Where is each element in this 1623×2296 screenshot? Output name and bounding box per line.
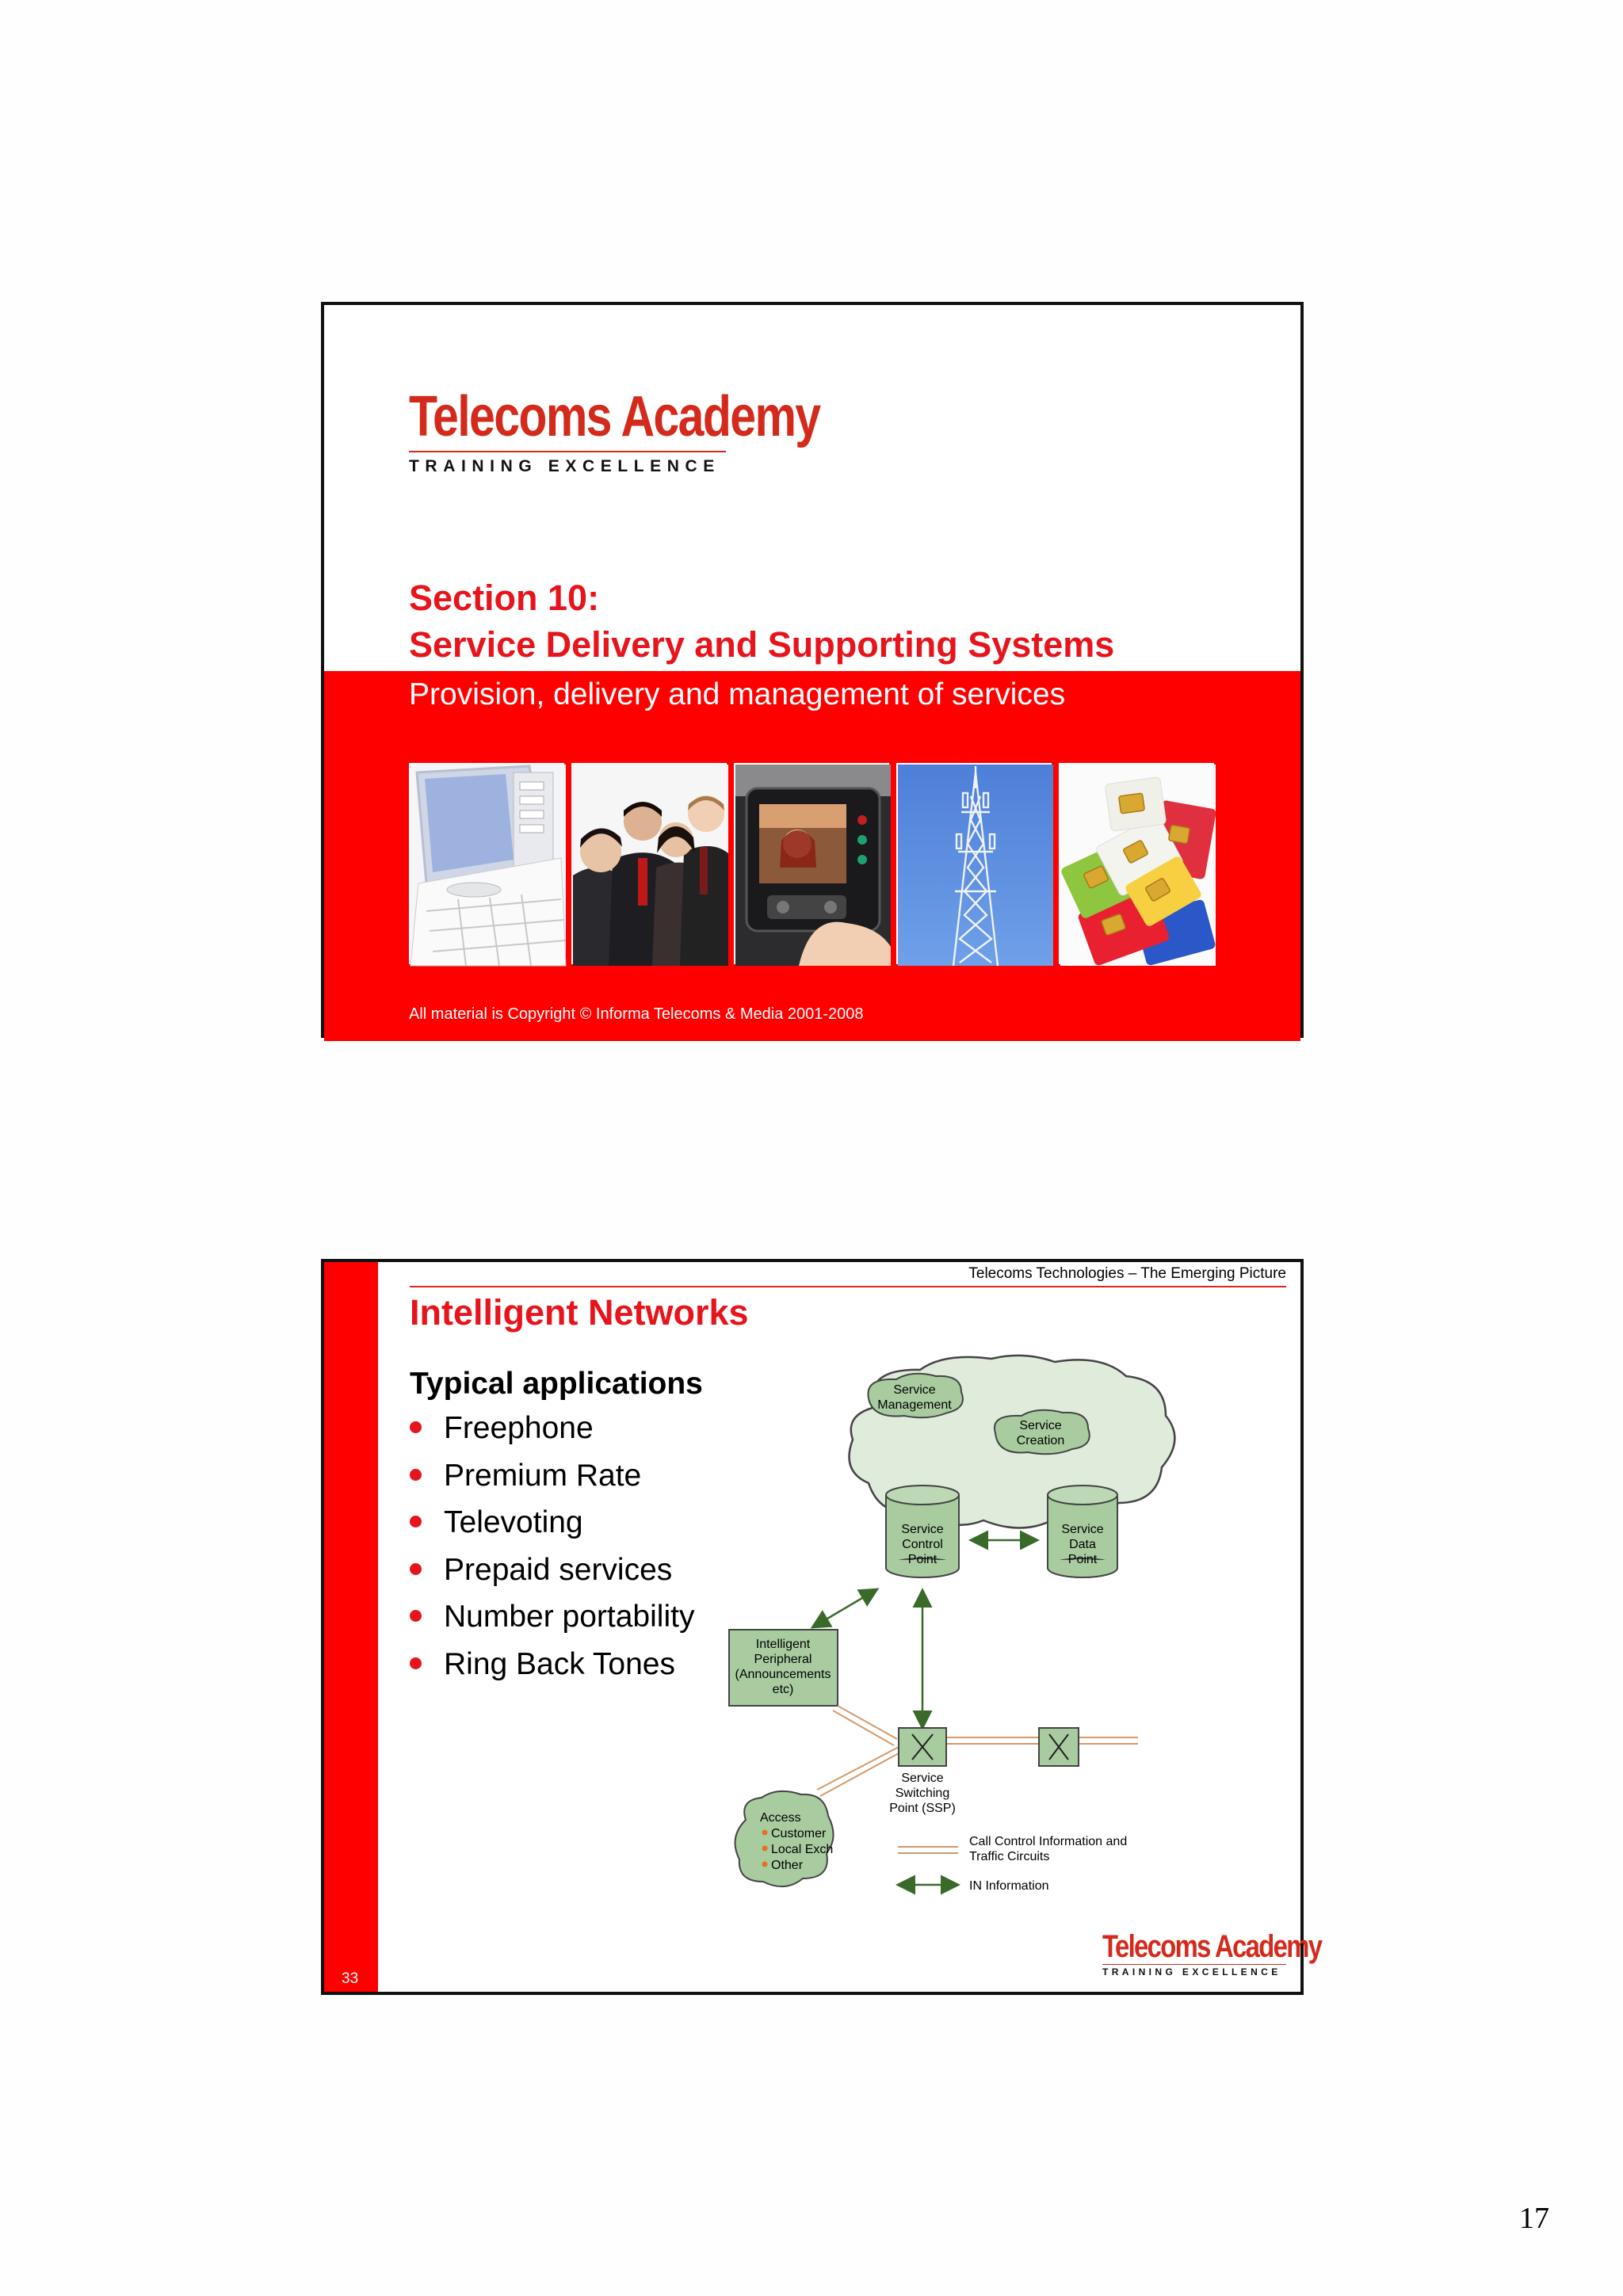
page-number: 17 xyxy=(1519,2202,1549,2235)
copyright-notice: All material is Copyright © Informa Telecoms & Media 2001-2008 xyxy=(409,1005,864,1023)
service-control-point-node xyxy=(886,1486,959,1577)
traffic-circuits xyxy=(817,1706,1138,1796)
applications-heading: Typical applications xyxy=(410,1367,703,1401)
photo-strip xyxy=(409,763,1214,967)
content-slide xyxy=(321,1259,1322,1995)
applications-list xyxy=(410,1407,694,1690)
svg-text:Other: Other xyxy=(771,1859,804,1872)
service-management-line2: Management xyxy=(877,1398,952,1412)
bullet-icon xyxy=(410,1563,422,1575)
list-item: Televoting xyxy=(410,1501,694,1549)
telecoms-academy-logo xyxy=(409,387,910,476)
svg-text:Point: Point xyxy=(1067,1553,1098,1566)
svg-text:Point: Point xyxy=(907,1553,938,1566)
access-title: Access xyxy=(760,1811,801,1825)
bullet-icon xyxy=(410,1516,422,1527)
service-creation-line2: Creation xyxy=(1016,1434,1065,1447)
ssp-label-line2: Switching xyxy=(895,1787,950,1800)
svg-text:etc): etc) xyxy=(772,1683,794,1696)
intelligent-peripheral-node xyxy=(729,1630,838,1706)
intelligent-network-diagram xyxy=(735,1352,1229,1899)
svg-text:Data: Data xyxy=(1069,1538,1096,1551)
diagram-legend xyxy=(898,1835,1127,1893)
list-item: Ring Back Tones xyxy=(410,1643,694,1691)
red-side-bar xyxy=(324,1262,378,1992)
section-subtitle: Provision, delivery and management of services xyxy=(409,677,1066,711)
svg-text:Customer: Customer xyxy=(771,1827,827,1840)
logo-subtitle: TRAINING EXCELLENCE xyxy=(409,451,726,476)
bullet-icon xyxy=(410,1610,422,1622)
transmission-tower-photo xyxy=(896,763,1052,964)
slide-title: Intelligent Networks xyxy=(410,1292,749,1333)
svg-text:(Announcements: (Announcements xyxy=(735,1668,831,1681)
service-management-node xyxy=(868,1374,962,1417)
list-item: Premium Rate xyxy=(410,1455,694,1502)
svg-text:IN Information: IN Information xyxy=(969,1879,1049,1893)
bullet-icon xyxy=(410,1421,422,1433)
header-rule xyxy=(410,1286,1286,1287)
list-item: Number portability xyxy=(410,1596,694,1643)
business-people-photo xyxy=(571,763,727,964)
svg-text:Call Control Information and: Call Control Information and xyxy=(969,1835,1128,1848)
svg-text:Peripheral: Peripheral xyxy=(754,1653,812,1666)
svg-text:Service: Service xyxy=(1061,1523,1104,1536)
logo-subtitle: TRAINING EXCELLENCE xyxy=(1102,1964,1286,1978)
ssp-label-line1: Service xyxy=(901,1772,944,1785)
svg-text:Service: Service xyxy=(901,1523,944,1536)
svg-text:Local Exch: Local Exch xyxy=(771,1843,834,1856)
title-slide xyxy=(321,302,1304,1038)
running-header: Telecoms Technologies – The Emerging Picture xyxy=(968,1265,1286,1282)
ssp-switch xyxy=(899,1728,946,1766)
sim-cards-photo xyxy=(1059,763,1214,964)
svg-text:Traffic Circuits: Traffic Circuits xyxy=(969,1850,1050,1863)
remote-switch xyxy=(1039,1728,1079,1766)
svg-text:Intelligent: Intelligent xyxy=(755,1638,811,1651)
bullet-icon xyxy=(410,1469,422,1481)
section-title-line1: Section 10: xyxy=(409,578,600,618)
service-creation-node xyxy=(995,1410,1090,1454)
list-item: Freephone xyxy=(410,1407,694,1455)
service-data-point-node xyxy=(1048,1486,1117,1577)
service-management-line1: Service xyxy=(893,1383,936,1397)
slide-number: 33 xyxy=(342,1970,359,1987)
scp-ip-arrow xyxy=(814,1590,876,1627)
bullet-icon xyxy=(410,1657,422,1669)
service-creation-line1: Service xyxy=(1019,1419,1062,1432)
telecoms-academy-logo xyxy=(1102,1931,1369,1978)
access-node xyxy=(735,1791,834,1886)
car-dashboard-photo xyxy=(734,763,889,964)
svg-text:Control: Control xyxy=(902,1538,943,1551)
logo-title: Telecoms Academy xyxy=(1102,1929,1322,1964)
logo-title: Telecoms Academy xyxy=(409,385,820,448)
list-item: Prepaid services xyxy=(410,1549,694,1596)
section-title-line2: Service Delivery and Supporting Systems xyxy=(409,624,1115,665)
section-title xyxy=(409,574,1114,668)
pda-photo xyxy=(409,763,564,964)
ssp-label-line3: Point (SSP) xyxy=(889,1802,956,1815)
